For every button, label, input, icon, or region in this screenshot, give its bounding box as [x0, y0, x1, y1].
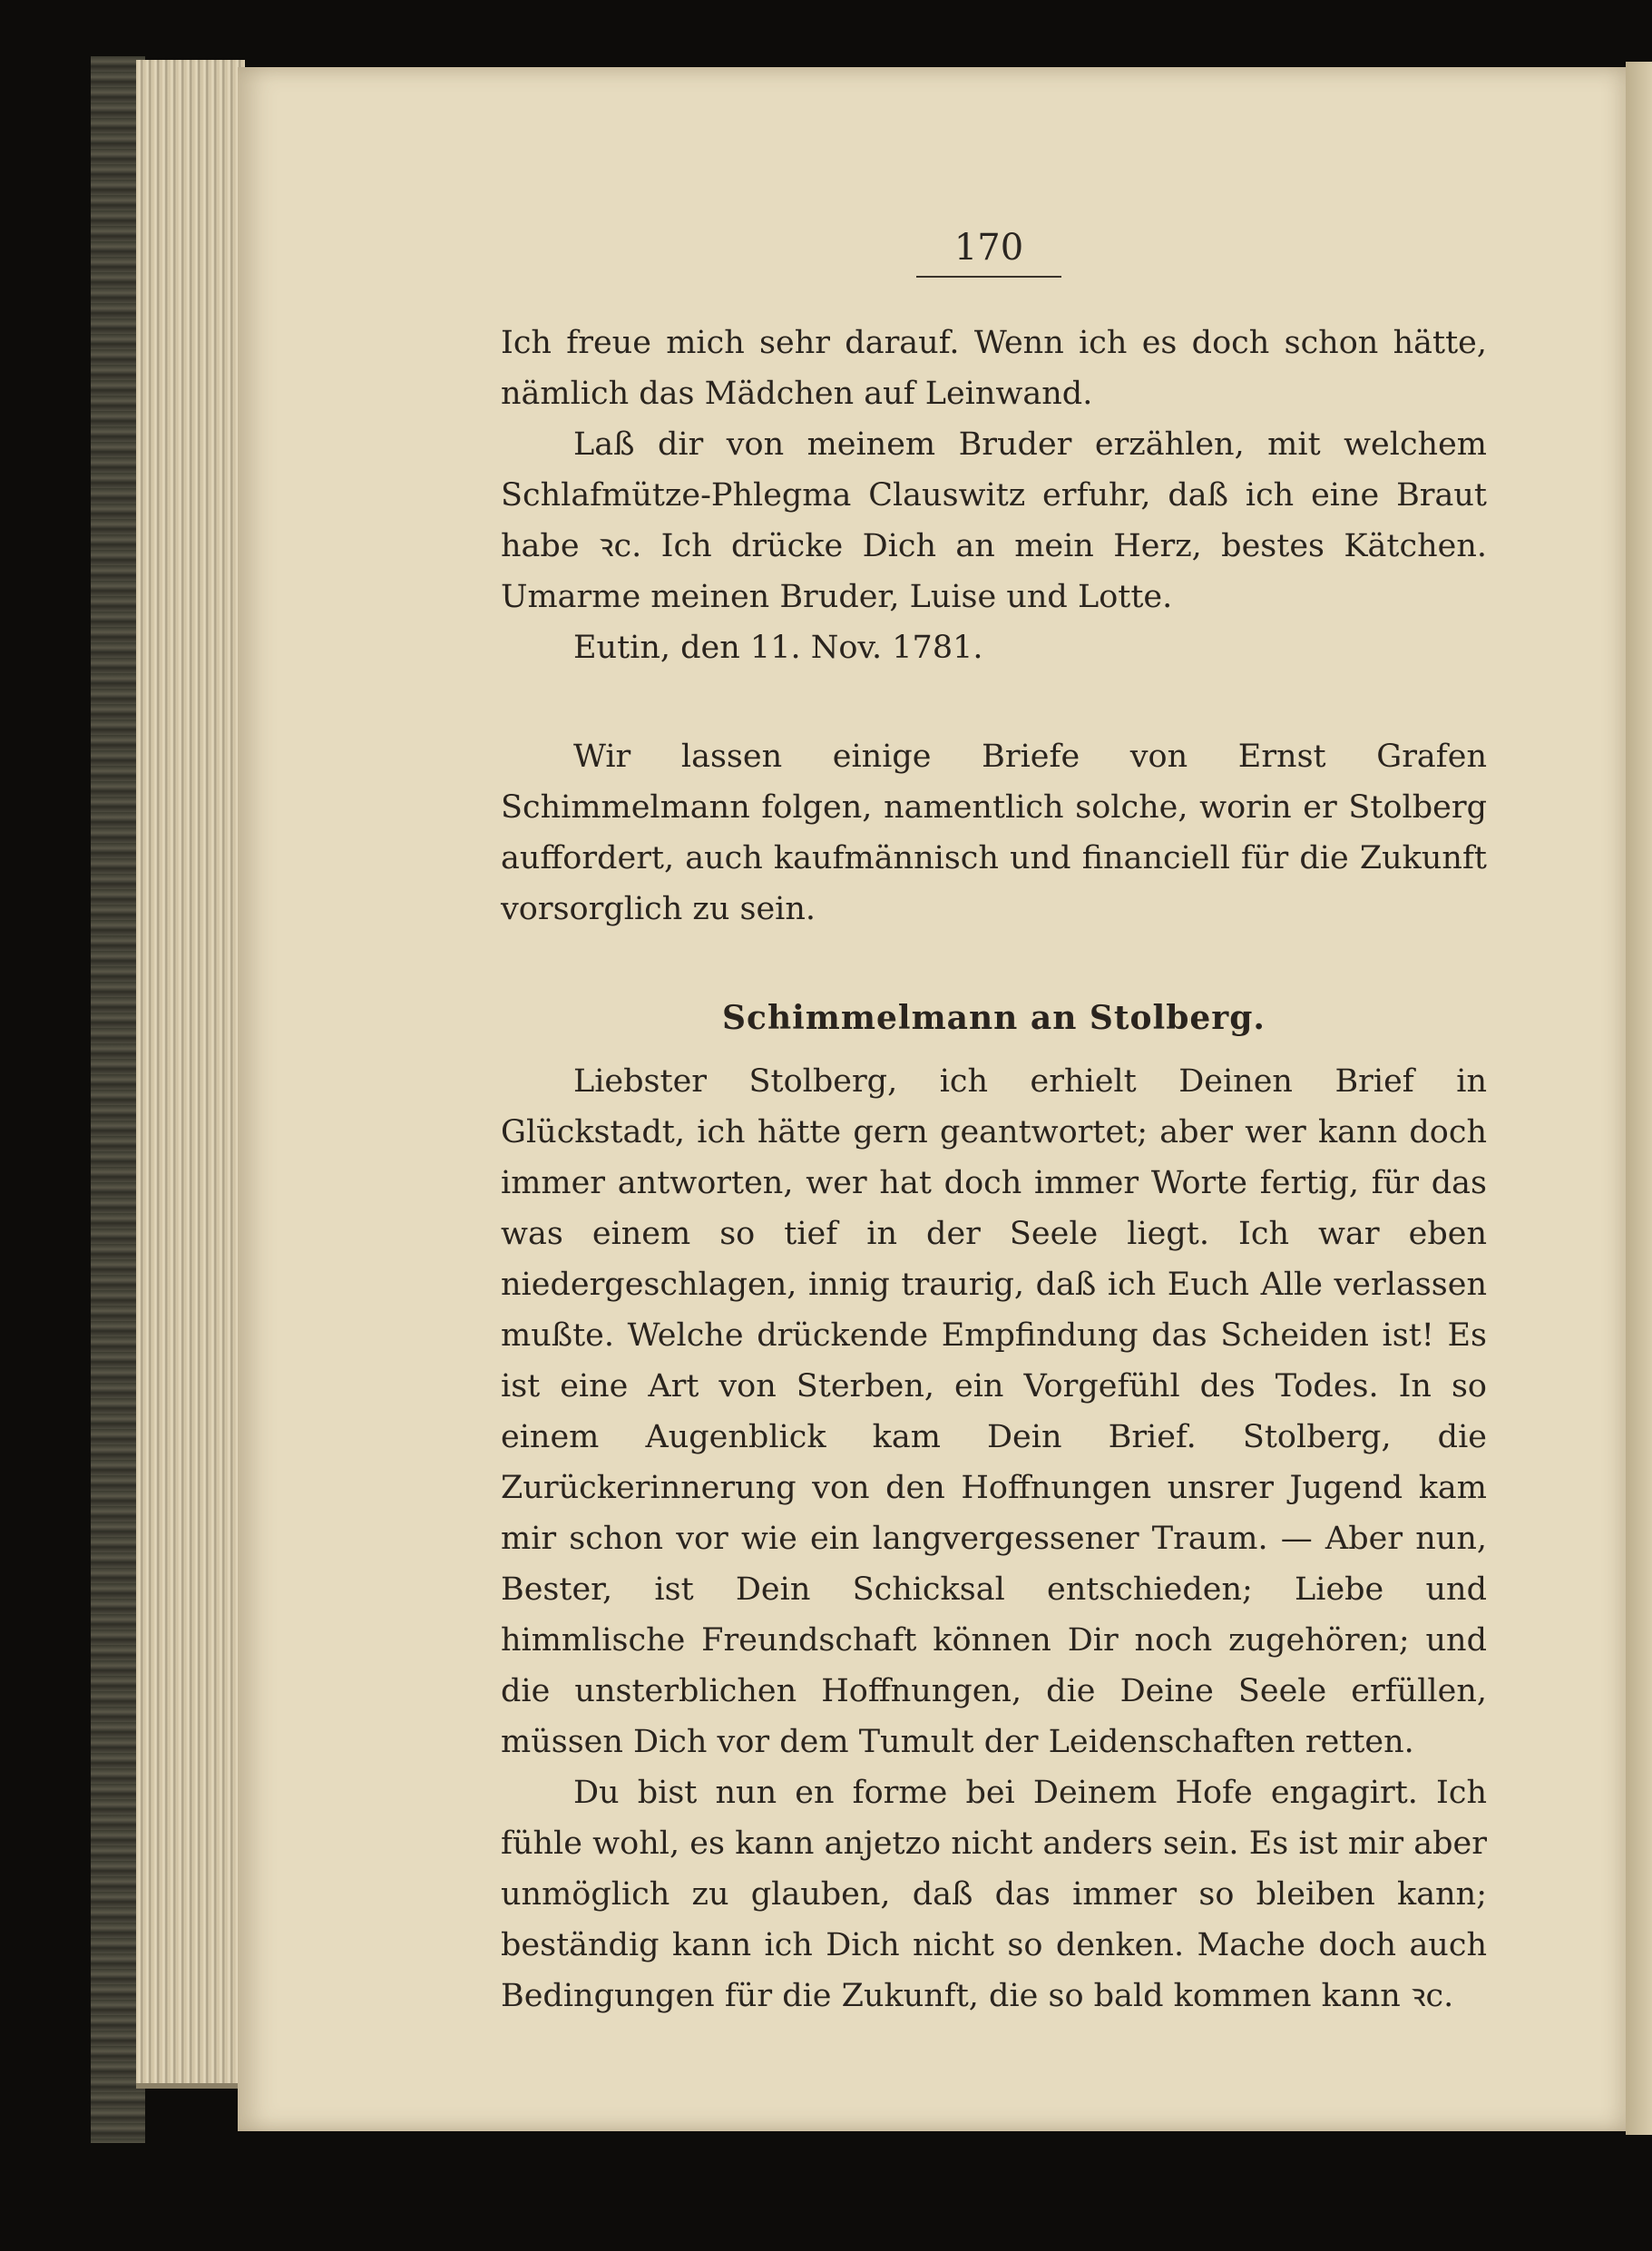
facing-page-edge [1626, 62, 1652, 2135]
paragraph-continuation: Ich freue mich sehr darauf. Wenn ich es doch schon hätte, nämlich das Mädchen auf Leinwand. [501, 325, 1487, 412]
section-gap [501, 935, 1487, 993]
page-edges [136, 60, 245, 2089]
intro-paragraph: Wir lassen einige Briefe von Ernst Grafen Schimmelmann folgen, namentlich solche, worin er Stolberg auffordert, auch kaufmännisch und financiell für die Zukunft vorsorglich zu sein. [501, 739, 1487, 927]
letter-paragraph: Liebster Stolberg, ich erhielt Deinen Brief in Glückstadt, ich hätte gern geantwortet; aber wer kann doch immer antworten, wer hat doch immer Worte fertig, für das was einem so tief in der Seele liegt. Ich war eben niedergeschlagen, innig traurig, daß ich Euch Alle verlassen mußte. Welche drückende Empfindung das Scheiden ist! Es ist eine Art von Sterben, ein Vorgefühl des Todes. In so einem Augenblick kam Dein Brief. Stolberg, die Zurückerinnerung von den Hoffnungen unsrer Jugend kam mir schon vor wie ein langvergessener Traum. — Aber nun, Bester, ist Dein Schicksal entschieden; Liebe und himmlische Freundschaft können Dir noch zugehören; und die unsterblichen Hoffnungen, die Deine Seele erfüllen, müssen Dich vor dem Tumult der Leidenschaften retten. [501, 1063, 1487, 1760]
paragraph: Laß dir von meinem Bruder erzählen, mit welchem Schlafmütze-Phlegma Clauswitz erfuhr, daß ich eine Braut habe ꝛc. Ich drücke Dich an mein Herz, bestes Kätchen. Umarme meinen Bruder, Luise und Lotte. [501, 426, 1487, 615]
letter-paragraph: Du bist nun en forme bei Deinem Hofe engagirt. Ich fühle wohl, es kann anjetzo nicht anders sein. Es ist mir aber unmöglich zu glauben, daß das immer so bleiben kann; beständig kann ich Dich nicht so denken. Mache doch auch Bedingungen für die Zukunft, die so bald kommen kann ꝛc. [501, 1775, 1487, 2014]
letter-heading: Schimmelmann an Stolberg. [722, 999, 1266, 1037]
page-text [501, 318, 1487, 2021]
page-number-rule [916, 276, 1061, 278]
heading-gap [501, 1043, 1487, 1056]
section-gap [501, 673, 1487, 731]
dateline: Eutin, den 11. Nov. 1781. [573, 630, 983, 666]
page-number: 170 [953, 227, 1024, 269]
